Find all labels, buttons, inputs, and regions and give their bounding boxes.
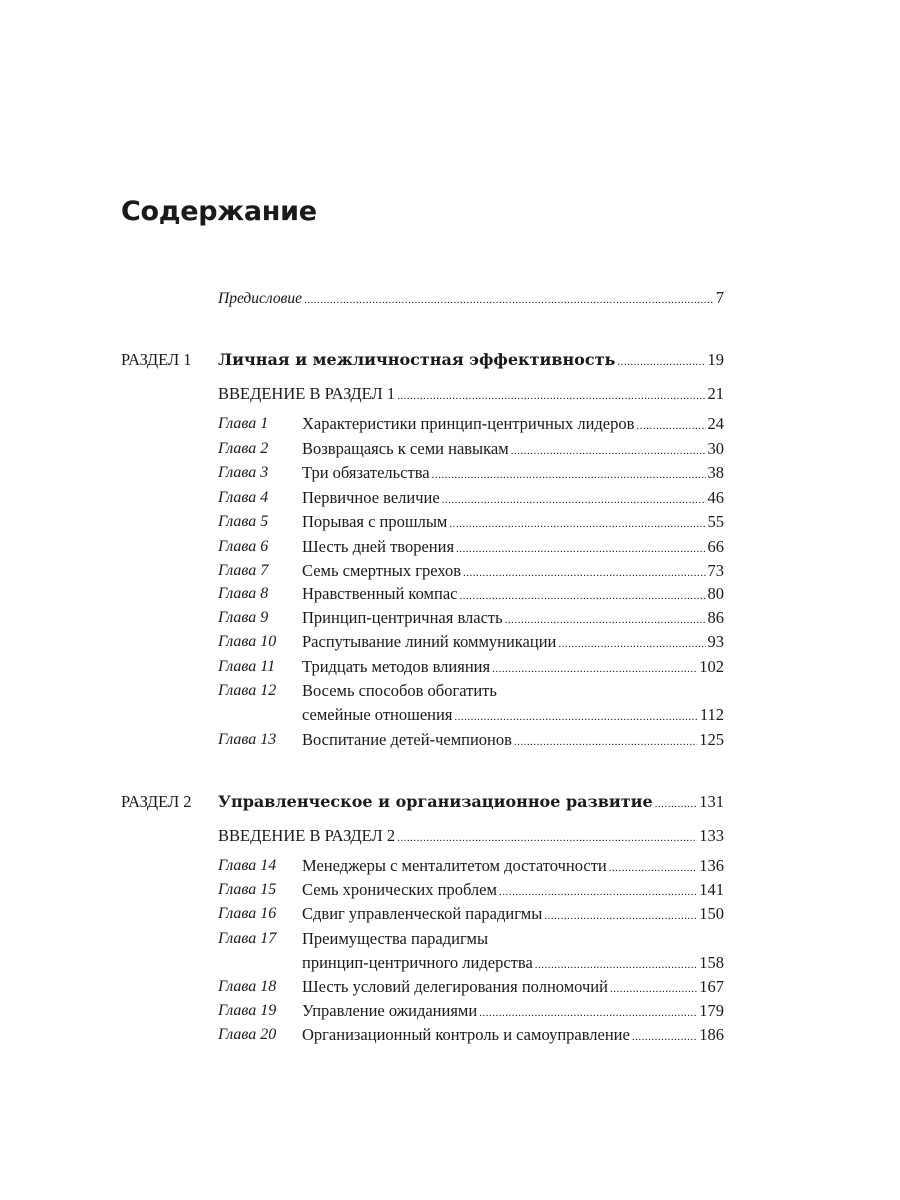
page-number: 73 [707,561,724,580]
page-number: 141 [699,880,724,899]
chapter-title-line1[interactable]: Восемь способов обогатить [302,681,497,700]
chapter-number: Глава 3 [218,464,269,481]
page-number: 80 [707,584,724,603]
page-number: 112 [699,705,724,724]
dot-leader [499,878,697,904]
toc-entry-chapter-4[interactable] [302,486,724,512]
toc-section-1[interactable] [218,348,724,374]
chapter-number: Глава 11 [218,658,276,675]
dot-leader [304,286,714,312]
toc-entry-chapter-14[interactable] [302,854,724,880]
chapter-number: Глава 16 [218,905,277,922]
dot-leader [632,1023,697,1049]
dot-leader [609,854,697,880]
chapter-title: Воспитание детей-чемпионов [302,730,512,749]
toc-entry-chapter-3[interactable] [302,461,724,487]
section-label: РАЗДЕЛ 1 [121,350,192,369]
toc-entry-chapter-19[interactable] [302,999,724,1025]
page-number: 46 [707,488,724,507]
toc-entry-chapter-9[interactable] [302,606,724,632]
chapter-title: Принцип-центричная власть [302,608,503,627]
section-title: Личная и межличностная эффективность [218,350,616,369]
chapter-title: Характеристики принцип-центричных лидеров [302,414,635,433]
dot-leader [442,486,706,512]
chapter-number: Глава 12 [218,682,277,699]
toc-entry-intro-1[interactable] [218,382,724,408]
page-number: 24 [707,414,724,433]
chapter-title: Возвращаясь к семи навыкам [302,439,509,458]
toc-entry-intro-2[interactable] [218,824,724,850]
dot-leader [535,951,697,977]
page-number: 186 [699,1025,724,1044]
page-number: 21 [707,384,724,403]
chapter-number: Глава 10 [218,633,277,650]
chapter-title: Тридцать методов влияния [302,657,491,676]
toc-entry-chapter-15[interactable] [302,878,724,904]
dot-leader [479,999,697,1025]
dot-leader [397,824,697,850]
chapter-title: принцип-центричного лидерства [302,953,533,972]
chapter-title: Сдвиг управленческой парадигмы [302,904,543,923]
page-number: 93 [707,632,724,651]
page-number: 125 [699,730,724,749]
page-number: 19 [707,350,724,369]
toc-section-2[interactable] [218,790,724,816]
dot-leader [449,510,705,536]
page-number: 102 [699,657,724,676]
page-number: 150 [699,904,724,923]
page-title: Содержание [121,196,317,227]
chapter-title-line1[interactable]: Преимущества парадигмы [302,929,489,948]
toc-entry-chapter-11[interactable] [302,655,724,681]
chapter-title: Организационный контроль и самоуправление [302,1025,630,1044]
toc-entry-chapter-10[interactable] [302,630,724,656]
toc-entry-chapter-2[interactable] [302,437,724,463]
chapter-title: Распутывание линий коммуникации [302,632,557,651]
page-number: 133 [699,826,724,845]
chapter-number: Глава 4 [218,489,269,506]
toc-entry-chapter-13[interactable] [302,728,724,754]
chapter-title: Первичное величие [302,488,440,507]
toc-entry-chapter-12[interactable] [302,703,724,729]
page-number: 38 [707,463,724,482]
chapter-title: Шесть дней творения [302,537,455,556]
page-number: 158 [699,953,724,972]
page-number: 30 [707,439,724,458]
intro-label: ВВЕДЕНИЕ В РАЗДЕЛ 2 [218,826,396,845]
toc-entry-chapter-20[interactable] [302,1023,724,1049]
chapter-title: Семь смертных грехов [302,561,462,580]
chapter-title: Управление ожиданиями [302,1001,478,1020]
toc-entry-chapter-8[interactable] [302,582,724,608]
dot-leader [617,348,705,374]
chapter-title: Нравственный компас [302,584,458,603]
toc-entry-chapter-1[interactable] [302,412,724,438]
dot-leader [511,437,706,463]
section-label: РАЗДЕЛ 2 [121,792,192,811]
chapter-title: Три обязательства [302,463,430,482]
chapter-number: Глава 20 [218,1026,277,1043]
chapter-number: Глава 13 [218,731,277,748]
dot-leader [636,412,705,438]
page-number: 131 [699,792,724,811]
intro-label: ВВЕДЕНИЕ В РАЗДЕЛ 1 [218,384,396,403]
page-number: 86 [707,608,724,627]
chapter-number: Глава 14 [218,857,277,874]
chapter-title: Порывая с прошлым [302,512,448,531]
chapter-title: Менеджеры с менталитетом достаточности [302,856,607,875]
toc-entry-chapter-17[interactable] [302,951,724,977]
page-number: 136 [699,856,724,875]
chapter-number: Глава 1 [218,415,269,432]
dot-leader [456,535,705,561]
page-number: 7 [715,288,724,307]
foreword-label: Предисловие [218,290,302,307]
section-title: Управленческое и организационное развитие [218,792,653,811]
dot-leader [492,655,697,681]
chapter-number: Глава 18 [218,978,277,995]
dot-leader [432,461,706,487]
toc-entry-chapter-6[interactable] [302,535,724,561]
chapter-number: Глава 9 [218,609,269,626]
toc-entry-chapter-18[interactable] [302,975,724,1001]
dot-leader [610,975,697,1001]
chapter-title: Шесть условий делегирования полномочий [302,977,608,996]
dot-leader [505,606,706,632]
chapter-number: Глава 19 [218,1002,277,1019]
dot-leader [459,582,705,608]
chapter-title: Семь хронических проблем [302,880,497,899]
dot-leader [655,790,698,816]
page-number: 167 [699,977,724,996]
chapter-number: Глава 5 [218,513,269,530]
chapter-title: семейные отношения [302,705,453,724]
chapter-number: Глава 6 [218,538,269,555]
chapter-number: Глава 17 [218,930,277,947]
dot-leader [454,703,697,729]
dot-leader [558,630,705,656]
chapter-number: Глава 2 [218,440,269,457]
dot-leader [514,728,697,754]
chapter-number: Глава 15 [218,881,277,898]
page-number: 179 [699,1001,724,1020]
toc-entry-chapter-5[interactable] [302,510,724,536]
dot-leader [544,902,697,928]
dot-leader [397,382,705,408]
toc-entry-chapter-16[interactable] [302,902,724,928]
chapter-number: Глава 7 [218,562,269,579]
toc-entry-foreword[interactable] [218,286,724,312]
chapter-number: Глава 8 [218,585,269,602]
page-number: 66 [707,537,724,556]
page-number: 55 [707,512,724,531]
